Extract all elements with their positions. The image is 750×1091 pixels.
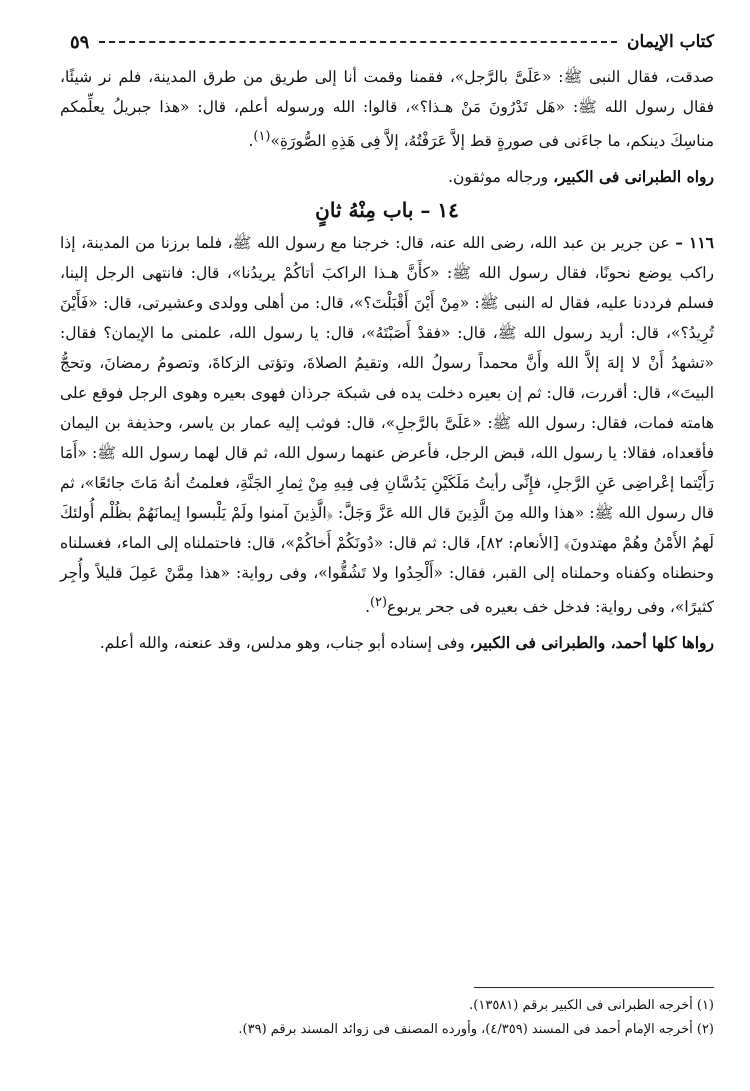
source-note-2-bold: رواها كلها أحمد، والطبرانى فى الكبير، (469, 633, 714, 653)
footnote-mark-2: (٢) (370, 595, 388, 611)
page-body (60, 62, 714, 658)
footnote-2: (٢) أخرجه الإمام أحمد فى المسند (٤/٣٥٩)، وأورده المصنف فى زوائد المسند برقم (٣٩). (238, 1022, 714, 1037)
header-rule (99, 41, 617, 43)
hadith-text: عن جرير بن عبد الله، رضى الله عنه، قال: خرجنا مع رسول الله ﷺ، فلما برزنا من المدينة، إذا راكب يوضع نحونًا، فقال رسول الله ﷺ: «كأَنَّ هـذا الراكبَ أتاكُمْ يريدُنا»، قال: فانتهى الرجل إلينا، فسلم فرددنا عليه، فقال له النبى ﷺ: «مِنْ أَيْنَ أَقْبَلْتَ؟»، قال: من أهلى وولدى وعشيرتى، قال: «فَأَيْنَ تُرِيدُ؟»، قال: أريد رسول الله ﷺ، قال: «فقدْ أَصَبْتَهُ»، قال: يا رسول الله، علمنى ما الإيمان؟ فقال: «تشهدُ أَنْ لا إلهَ إلاَّ الله وأَنَّ محمداً رسولُ الله، وتقيمُ الصلاةَ، وتؤتى الزكاةَ، وتصومُ رمضانَ، وتحجُّ البيتَ»، قال: أقررت، قال: ثم إن بعيره دخلت يده فى شبكة جرذان فهوى بعيره وهوى الرجل فوقع على هامته فمات، فقال: رسول الله ﷺ: «عَلَىَّ بالرَّجلِ»، قال: فوثب إليه عمار بن ياسر، وحذيفة بن اليمان فأقعداه، فقالا: يا رسول الله، قبض الرجل، فأعرض عنهما رسول الله، ثم قال لهما رسول الله ﷺ: «أَمَا رَأَيْتما إعْراضِى عَنِ الرَّجلِ، فإِنِّى رأيتُ مَلَكَيْنِ يَدُسَّانِ فِى فِيهِ مِنْ ثِمارِ الجَنَّةِ، فعلمتُ أنهُ مَاتَ جائعًا»، ثم قال رسول الله ﷺ: «هذا والله مِنَ الَّذِينَ قال الله عَزَّ وَجَلَّ: ﴿الَّذِينَ آمنوا ولَمْ يَلْبسوا إيمانَهُمْ بظُلْم أُولئكَ لَهمُ الأَمْنُ وهُمْ مهتدونَ﴾ [الأنعام: ٨٢]، قال: ثم قال: «دُونَكُمْ أَخاكُمْ»، قال: فاحتملناه إلى الماء، فغسلناه وحنطناه وكفناه وحملناه إلى القبر، فقال: «أَلْحِدُوا ولا تَشُقُّوا»، وفى رواية: «هذا مِمَّنْ عَمِلَ قليلاً وأُجِر كثيرًا»، وفى رواية: فدخل خف بعيره فى جحر يربوع (60, 234, 714, 617)
book-title: كتاب الإيمان (627, 32, 714, 52)
source-note-1 (60, 162, 714, 192)
hadith-paragraph: ١١٦ – عن جرير بن عبد الله، رضى الله عنه، قال: خرجنا مع رسول الله ﷺ، فلما برزنا من المدينة، إذا راكب يوضع نحونًا، فقال رسول الله ﷺ: «كأَنَّ هـذا الراكبَ أتاكُمْ يريدُنا»، قال: فانتهى الرجل إلينا، فسلم فرددنا عليه، فقال له النبى ﷺ: «مِنْ أَيْنَ أَقْبَلْتَ؟»، قال: من أهلى وولدى وعشيرتى، قال: «فَأَيْنَ تُرِيدُ؟»، قال: أريد رسول الله ﷺ، قال: «فقدْ أَصَبْتَهُ»، قال: يا رسول الله، علمنى ما الإيمان؟ فقال: «تشهدُ أَنْ لا إلهَ إلاَّ الله وأَنَّ محمداً رسولُ الله، وتقيمُ الصلاةَ، وتؤتى الزكاةَ، وتصومُ رمضانَ، وتحجُّ البيتَ»، قال: أقررت، قال: ثم إن بعيره دخلت يده فى شبكة جرذان فهوى بعيره وهوى الرجل فوقع على هامته فمات، فقال: رسول الله ﷺ: «عَلَىَّ بالرَّجلِ»، قال: فوثب إليه عمار بن ياسر، وحذيفة بن اليمان فأقعداه، فقالا: يا رسول الله، قبض الرجل، فأعرض عنهما رسول الله، ثم قال لهما رسول الله ﷺ: «أَمَا رَأَيْتما إعْراضِى عَنِ الرَّجلِ، فإِنِّى رأيتُ مَلَكَيْنِ يَدُسَّانِ فِى فِيهِ مِنْ ثِمارِ الجَنَّةِ، فعلمتُ أنهُ مَاتَ جائعًا»، ثم قال رسول الله ﷺ: «هذا والله مِنَ الَّذِينَ قال الله عَزَّ وَجَلَّ: ﴿الَّذِينَ آمنوا ولَمْ يَلْبسوا إيمانَهُمْ بظُلْم أُولئكَ لَهمُ الأَمْنُ وهُمْ مهتدونَ﴾ [الأنعام: ٨٢]، قال: ثم قال: «دُونَكُمْ أَخاكُمْ»، قال: فاحتملناه إلى الماء، فغسلناه وحنطناه وكفناه وحملناه إلى القبر، فقال: «أَلْحِدُوا ولا تَشُقُّوا»، وفى رواية: «هذا مِمَّنْ عَمِلَ قليلاً وأُجِر كثيرًا»، وفى رواية: فدخل خف بعيره فى جحر يربوع$^{(٢)}$. (60, 233, 714, 617)
intro-text: صدقت، فقال النبى ﷺ: «عَلَىَّ بالرَّجل»، فقمنا وقمت أنا إلى طريق من طرق المدينة، فلم نر شيئًا، فقال رسول الله ﷺ: «هَل تَدْرُونَ مَنْ هـذا؟»، قالوا: الله ورسوله أعلم، قال: «هذا جبريلُ يعلِّمكم مناسِكَ دينكم، ما جاءَنى فى صورةٍ قط إلاَّ عَرَفْتُهُ، إلاَّ فِى هَذِهِ الصُّورَةِ» (60, 68, 714, 151)
source-note-1-rest: ورجاله موثقون. (448, 168, 554, 187)
page-number: ٥٩ (70, 31, 90, 53)
chapter-title: ١٤ – باب مِنْهُ ثانٍ (315, 198, 459, 223)
source-note-2 (60, 628, 714, 658)
footnote-1: (١) أخرجه الطبرانى فى الكبير برقم (١٣٥٨١). (469, 998, 714, 1013)
footnotes (60, 994, 714, 1042)
page-header (70, 24, 714, 60)
intro-paragraph: صدقت، فقال النبى ﷺ: «عَلَىَّ بالرَّجل»، فقمنا وقمت أنا إلى طريق من طرق المدينة، فلم نر شيئًا، فقال رسول الله ﷺ: «هَل تَدْرُونَ مَنْ هـذا؟»، قالوا: الله ورسوله أعلم، قال: «هذا جبريلُ يعلِّمكم مناسِكَ دينكم، ما جاءَنى فى صورةٍ قط إلاَّ عَرَفْتُهُ، إلاَّ فِى هَذِهِ الصُّورَةِ»$^{(١)}$. (60, 68, 714, 151)
source-note-1-bold: رواه الطبرانى فى الكبير، (553, 167, 714, 187)
hadith-number: ١١٦ – (675, 233, 714, 253)
source-note-2-rest: وفى إسناده أبو جناب، وهو مدلس، وقد عنعنه، والله أعلم. (99, 634, 470, 653)
footnote-separator (474, 987, 714, 988)
footnote-mark-1: (١) (253, 129, 271, 144)
